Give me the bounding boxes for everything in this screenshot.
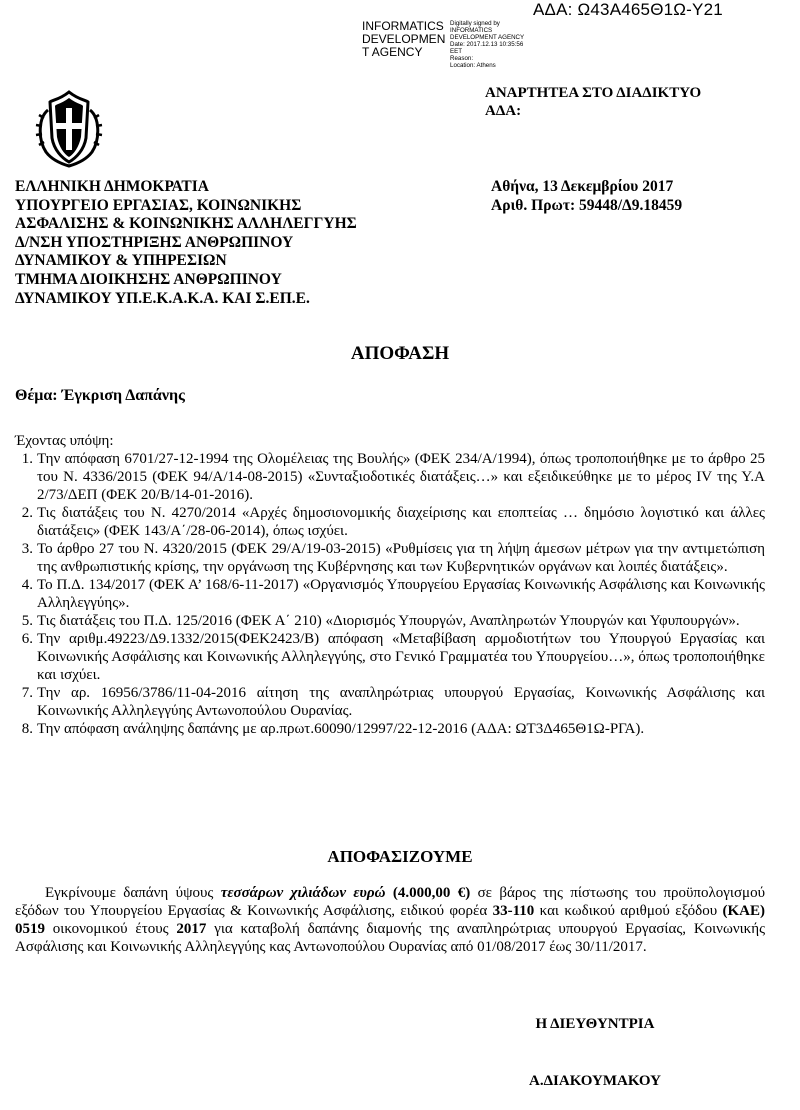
list-item-text: Τις διατάξεις του Π.Δ. 125/2016 (ΦΕΚ Α΄ 210) «Διορισμός Υπουργών, Αναπληρωτών Υπουργών και Υφυπουργών». [37,613,740,629]
ada-code: ΑΔΑ: Ω43Α465Θ1Ω-Υ21 [533,0,723,19]
list-item-text: Την απόφαση ανάληψης δαπάνης με αρ.πρωτ.60090/12997/22-12-2016 (ΑΔΑ: ΩΤ3Δ465Θ1Ω-ΡΓΑ). [37,721,645,737]
signature-detail-line: Date: 2017.12.13 10:35:56 [450,41,524,48]
list-item-number: 6. [21,631,33,647]
signature-detail-line: Reason: [450,55,474,62]
signature-detail-line: EET [450,48,463,55]
digital-signature-details [450,20,550,69]
list-item-text: Την αριθμ.49223/Δ9.1332/2015(ΦΕΚ2423/Β) απόφαση «Μεταβίβαση αρμοδιοτήτων του Υπουργού Εργασίας και Κοινωνικής Ασφάλισης και Κοινωνικής Αλληλεγγύης, στο Γενικό Γραμματέα του Υπουργείου…», όπως τροποποιήθηκε και ισχύει. [37,631,765,683]
list-item-number: 3. [21,541,33,557]
signature-detail-line: INFORMATICS [450,27,493,34]
list-item [15,684,765,720]
list-item-number: 2. [21,505,33,521]
document-title: ΑΠΟΦΑΣΗ [350,343,450,364]
decision-text: Εγκρίνουμε δαπάνη ύψους [45,885,221,901]
considerations-intro: Έχοντας υπόψη: [15,433,114,449]
sender-line: ΤΜΗΜΑ ΔΙΟΙΚΗΣΗΣ ΑΝΘΡΩΠΙΝΟΥ [15,270,282,288]
signature-org-line: INFORMATICS [362,19,444,33]
list-item-text: Την αρ. 16956/3786/11-04-2016 αίτηση της αναπληρώτριας υπουργού Εργασίας, Κοινωνικής Ασφάλισης και Κοινωνικής Αλληλεγγύης Αντωνοπούλου Ουρανίας. [37,685,765,719]
signature-org-line: T AGENCY [362,45,423,59]
protocol-number: Αριθ. Πρωτ: 59448/Δ9.18459 [491,196,683,214]
list-item [15,540,765,576]
list-item-text: Την απόφαση 6701/27-12-1994 της Ολομέλειας της Βουλής» (ΦΕΚ 234/Α/1994), όπως τροποποιήθηκε με το άρθρο 25 του Ν. 4336/2015 (ΦΕΚ 94/Α/14-08-2015) «Συνταξιοδοτικές διατάξεις…» και εξειδικεύθηκε με το μέρος IV της Υ.Α 2/73/ΔΕΠ (ΦΕΚ 20/Β/14-01-2016). [37,451,765,503]
digital-signature-org [362,20,452,59]
list-item-text: Το Π.Δ. 134/2017 (ΦΕΚ Α’ 168/6-11-2017) «Οργανισμός Υπουργείου Εργασίας Κοινωνικής Ασφάλισης και Κοινωνικής Αλληλεγγύης». [37,577,765,611]
greek-coat-of-arms-icon [32,88,106,168]
list-item [15,720,765,738]
amount-words: τεσσάρων χιλιάδων ευρώ [220,885,386,901]
sender-block [15,178,357,308]
list-item-number: 7. [21,685,33,701]
sender-line: ΔΥΝΑΜΙΚΟΥ & ΥΠΗΡΕΣΙΩΝ [15,252,227,270]
kae-code: (ΚΑΕ) 0519 [15,903,766,937]
decision-text: οικονομικού έτους [45,921,177,937]
list-item [15,504,765,540]
list-item-number: 8. [21,721,33,737]
decision-paragraph [15,884,765,956]
date-protocol-block [491,178,682,215]
signature-detail-line: Location: Athens [450,62,496,69]
posting-notice [485,84,701,120]
list-item [15,450,765,504]
amount-number: (4.000,00 €) [385,885,471,901]
posting-notice-line: ΑΝΑΡΤΗΤΕΑ ΣΤΟ ΔΙΑΔΙΚΤΥΟ [485,85,702,101]
fiscal-year: 2017 [176,921,207,937]
decision-text: σε βάρος της πίστωσης του προϋπολογισμού εξόδων του Υπουργείου Εργασίας & Κοινωνικής Ασφάλισης, ειδικού φορέα [15,885,766,919]
list-item-number: 1. [21,451,33,467]
list-item-number: 4. [21,577,33,593]
sender-line: ΔΥΝΑΜΙΚΟΥ ΥΠ.Ε.Κ.Α.Κ.Α. ΚΑΙ Σ.ΕΠ.Ε. [15,289,310,307]
signature-org-line: DEVELOPMEN [362,32,446,46]
signature-detail-line: DEVELOPMENT AGENCY [450,34,525,41]
sender-line: ΥΠΟΥΡΓΕΙΟ ΕΡΓΑΣΙΑΣ, ΚΟΙΝΩΝΙΚΗΣ [15,196,302,214]
decision-text: για καταβολή δαπάνης διαμονής της αναπληρώτριας υπουργού Εργασίας, Κοινωνικής Ασφάλισης και Κοινωνικής Αλληλεγγύης κας Αντωνοπούλου Ουρανίας από 01/08/2017 έως 30/11/2017. [15,921,766,955]
list-item [15,630,765,684]
list-item-text: Το άρθρο 27 του Ν. 4320/2015 (ΦΕΚ 29/Α/19-03-2015) «Ρυθμίσεις για τη λήψη άμεσων μέτρων για την αντιμετώπιση της ανθρωπιστικής κρίσης, την οργάνωση της Κυβέρνησης και των Κυβερνητικών οργάνων και λοιπές διατάξεις». [37,541,765,575]
sender-line: Δ/ΝΣΗ ΥΠΟΣΤΗΡΙΞΗΣ ΑΝΘΡΩΠΙΝΟΥ [15,233,294,251]
decision-text: και κωδικού αριθμού εξόδου [534,903,723,919]
date-line: Αθήνα, 13 Δεκεμβρίου 2017 [491,178,674,195]
decision-heading: ΑΠΟΦΑΣΙΖΟΥΜΕ [327,847,473,866]
sender-line: ΑΣΦΑΛΙΣΗΣ & ΚΟΙΝΩΝΙΚΗΣ ΑΛΛΗΛΕΓΓΥΗΣ [15,215,357,233]
signature-detail-line: Digitally signed by [450,20,500,27]
list-item [15,612,765,630]
agency-code: 33-110 [492,903,535,919]
list-item-number: 5. [21,613,33,629]
list-item [15,576,765,612]
signatory-title: Η ΔΙΕΥΘΥΝΤΡΙΑ [535,1016,655,1032]
considerations-list [15,450,765,738]
document-subject: Θέμα: Έγκριση Δαπάνης [15,387,185,404]
signatory-name: Α.ΔΙΑΚΟΥΜΑΚΟΥ [529,1073,661,1089]
list-item-text: Τις διατάξεις του Ν. 4270/2014 «Αρχές δημοσιονομικής διαχείρισης και εποπτείας … δημόσιο λογιστικό και άλλες διατάξεις» (ΦΕΚ 143/Α΄/28-06-2014), όπως ισχύει. [37,505,765,539]
posting-ada-label: ΑΔΑ: [485,103,522,119]
sender-line: ΕΛΛΗΝΙΚΗ ΔΗΜΟΚΡΑΤΙΑ [15,178,209,195]
